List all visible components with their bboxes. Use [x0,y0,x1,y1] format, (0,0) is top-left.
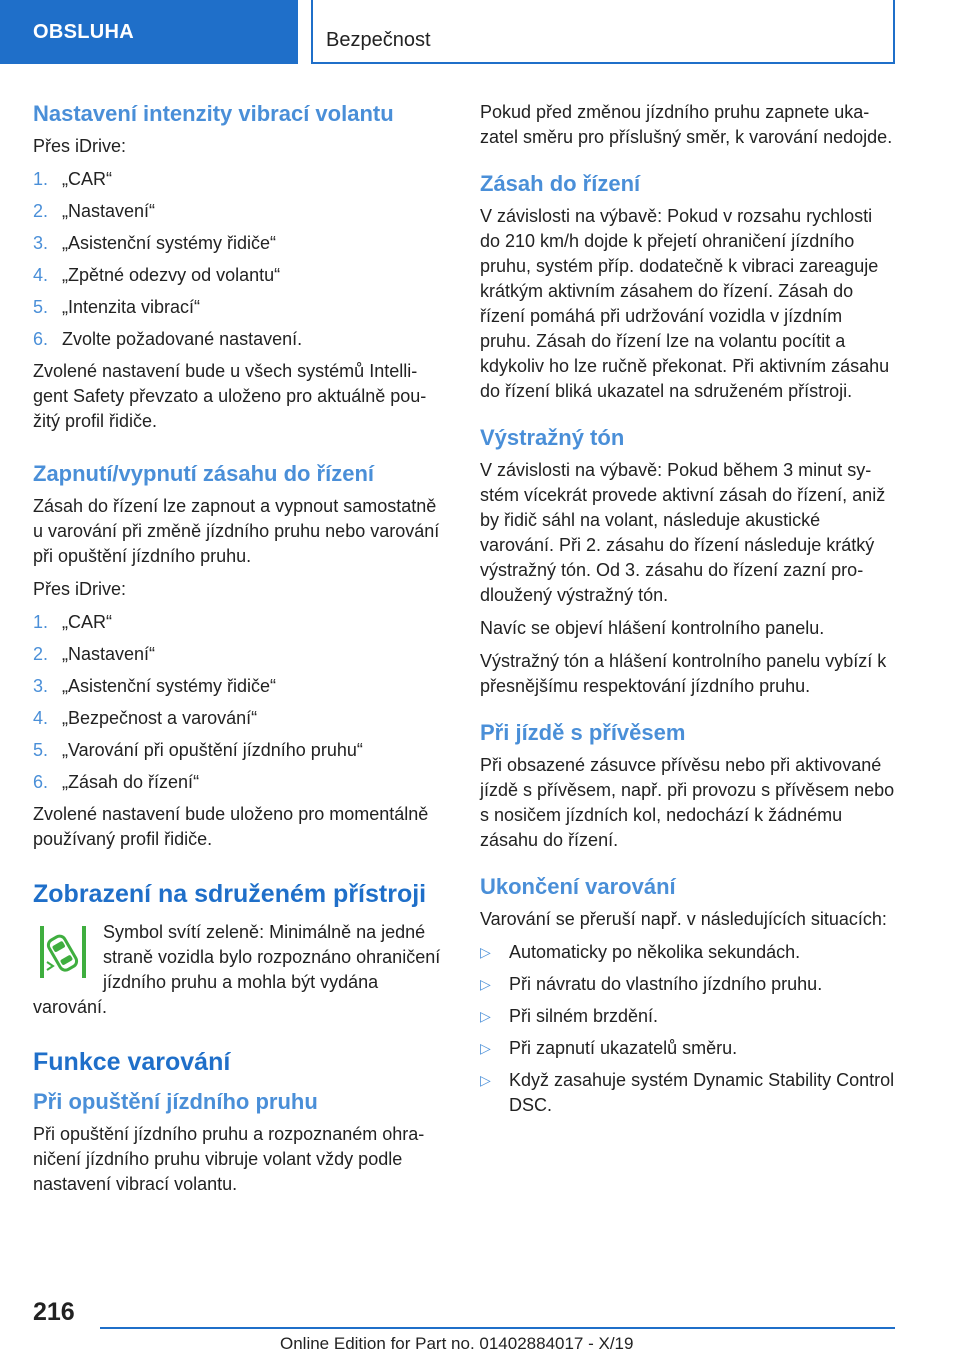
steps-list-1 [33,167,446,352]
step-number: 3. [33,233,49,253]
bullet-triangle-icon: ▷ [480,1040,491,1056]
footer-divider [100,1327,895,1329]
bullet-text: Když zasahuje systém Dynamic Stability Control DSC. [509,1070,895,1115]
step-number: 4. [33,708,49,728]
header-chapter-box [311,0,895,64]
list-item [33,295,446,320]
list-item [33,770,446,795]
bullet-list [480,940,895,1118]
bullet-text: Při návratu do vlastního jízdního pruhu. [509,974,823,994]
header-section: OBSLUHA [0,0,298,64]
heading-trailer: Při jízdě s přívěsem [480,720,686,745]
step-text: „Asistenční systémy řidiče“ [62,676,277,696]
bullet-triangle-icon: ▷ [480,944,491,960]
list-item [33,167,446,192]
idrive-intro-1: Přes iDrive: [33,136,127,156]
para-cluster: Symbol svítí zeleně: Minimálně na jedné straně vozidla bylo rozpoznáno ohraničení jízdního pruhu a mohla být vydána varování. [33,922,441,1017]
heading-steering-intervention-toggle: Zapnutí/vypnutí zásahu do řízení [33,461,375,486]
step-text: „CAR“ [62,169,112,189]
para-trailer: Při obsazené zásuvce přívěsu nebo při aktivované jízdě s přívěsem, např. při provozu s přívěsem nebo s nosičem jízdních kol, nedochází k žádnému zásahu do řízení. [480,755,895,850]
para-lane-leave: Při opuštění jízdního pruhu a rozpoznaném ohraničení jízdního pruhu vibruje volant vždy podle nastavení vibrací volantu. [33,1124,425,1194]
bullet-triangle-icon: ▷ [480,1072,491,1088]
step-text: „Nastavení“ [62,201,156,221]
heading-lane-leave: Při opuštění jízdního pruhu [33,1089,318,1114]
step-text: Zvolte požadované nastavení. [62,329,303,349]
list-item [33,610,446,635]
step-number: 4. [33,265,49,285]
step-number: 3. [33,676,49,696]
step-number: 6. [33,329,49,349]
list-item [33,642,446,667]
list-item [480,1036,895,1061]
footer-edition: Online Edition for Part no. 01402884017 - X/19 [280,1334,634,1353]
note-1: Zvolené nastavení bude u všech systémů Intelligent Safety převzato a uloženo pro aktuálně použitý profil řidiče. [33,361,427,431]
heading-warning-function: Funkce varování [33,1048,231,1076]
list-item [480,972,895,997]
heading-cluster-display: Zobrazení na sdruženém přístroji [33,880,427,908]
list-item [480,940,895,965]
step-number: 1. [33,612,49,632]
para-tone-2: Navíc se objeví hlášení kontrolního panelu. [480,618,825,638]
step-text: „Bezpečnost a varování“ [62,708,258,728]
step-number: 5. [33,297,49,317]
step-text: „CAR“ [62,612,112,632]
list-item [33,327,446,352]
para-steering: V závislosti na výbavě: Pokud v rozsahu rychlosti do 210 km/h dojde k přejetí ohraničení jízdního pruhu, systém příp. dodatečně k vibraci zareaguje krátkým aktivním zásahem do řízení. Zásah do řízení pomáhá při udržování vozidla v jízdním pruhu. Zásah do řízení lze na volantu pocítit a kdykoliv ho lze ručně překonat. Při aktivním zásahu do řízení bliká ukazatel na sdruženém přístroji. [480,206,890,401]
step-number: 1. [33,169,49,189]
steps-list-2 [33,610,446,795]
step-text: „Asistenční systémy řidiče“ [62,233,277,253]
note-2: Zvolené nastavení bude uloženo pro momentálně používaný profil řidiče. [33,804,429,849]
heading-vibration-intensity: Nastavení intenzity vibrací volantu [33,101,394,126]
list-item [33,738,446,763]
heading-steering-intervention: Zásah do řízení [480,171,641,196]
lane-departure-icon [37,922,89,984]
para-warning-end: Varování se přeruší např. v následujících situacích: [480,909,887,929]
list-item [33,199,446,224]
bullet-text: Při zapnutí ukazatelů směru. [509,1038,738,1058]
para-continuation: Pokud před změnou jízdního pruhu zapnete ukazatel směru pro příslušný směr, k varování nedojde. [480,102,893,147]
list-item [480,1004,895,1029]
list-item [480,1068,895,1118]
right-column [480,100,895,1125]
para-tone-3: Výstražný tón a hlášení kontrolního panelu vybízí k přesnějšímu respektování jízdního pruhu. [480,651,887,696]
step-number: 2. [33,201,49,221]
left-column [33,100,446,1205]
step-text: „Zásah do řízení“ [62,772,200,792]
bullet-text: Při silném brzdění. [509,1006,659,1026]
bullet-triangle-icon: ▷ [480,1008,491,1024]
step-number: 6. [33,772,49,792]
step-number: 5. [33,740,49,760]
step-number: 2. [33,644,49,664]
heading-warning-end: Ukončení varování [480,874,676,899]
step-text: „Varování při opuštění jízdního pruhu“ [62,740,363,760]
para-toggle: Zásah do řízení lze zapnout a vypnout samostatně u varování při změně jízdního pruhu nebo varování při opuštění jízdního pruhu. [33,496,440,566]
idrive-intro-2: Přes iDrive: [33,579,127,599]
step-text: „Nastavení“ [62,644,156,664]
para-tone-1: V závislosti na výbavě: Pokud během 3 minut systém vícekrát provede aktivní zásah do řízení, aniž by řidič sáhl na volant, následuje akustické varování. Při 2. zásahu do řízení následuje krátký výstražný tón. Od 3. zásahu do řízení zazní prodloužený výstražný tón. [480,460,886,605]
step-text: „Intenzita vibrací“ [62,297,201,317]
list-item [33,231,446,256]
heading-warning-tone: Výstražný tón [480,425,625,450]
step-text: „Zpětné odezvy od volantu“ [62,265,281,285]
list-item [33,263,446,288]
list-item [33,674,446,699]
header-chapter: Bezpečnost [326,29,431,51]
page-number: 216 [33,1298,75,1326]
list-item [33,706,446,731]
bullet-text: Automaticky po několika sekundách. [509,942,801,962]
bullet-triangle-icon: ▷ [480,976,491,992]
